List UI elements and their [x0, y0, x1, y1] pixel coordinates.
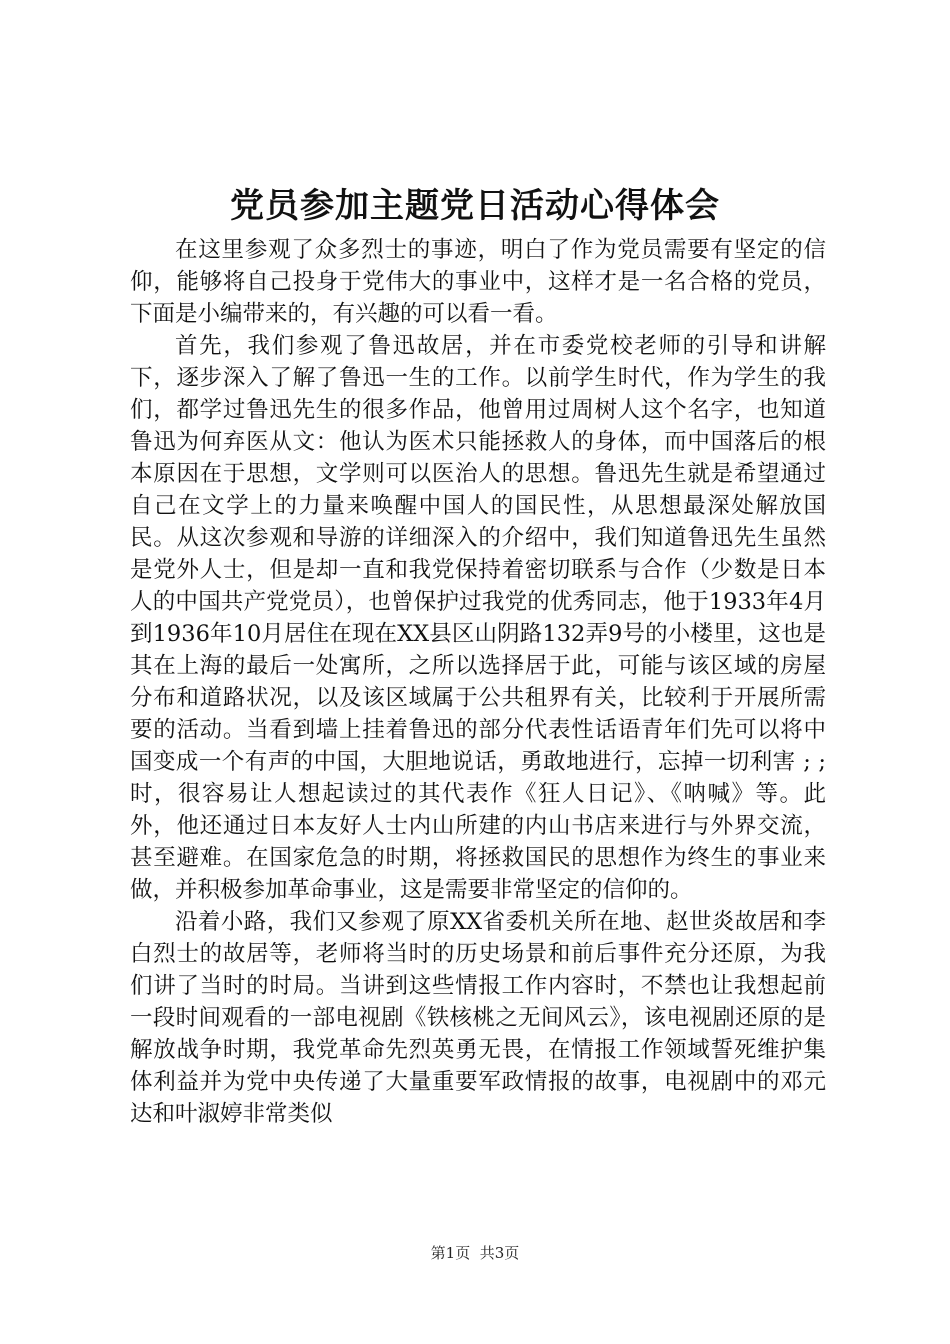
paragraph-luxun-residence: 首先，我们参观了鲁迅故居，并在市委党校老师的引导和讲解下，逐步深入了解了鲁迅一生的工作。以前学生时代，作为学生的我们，都学过鲁迅先生的很多作品，他曾用过周树人这个名字，也知道鲁迅为何弃医从文：他认为医术只能拯救人的身体，而中国落后的根本原因在于思想，文学则可以医治人的思想。鲁迅先生就是希望通过自己在文学上的力量来唤醒中国人的国民性，从思想最深处解放国民。从这次参观和导游的详细深入的介绍中，我们知道鲁迅先生虽然是党外人士，但是却一直和我党保持着密切联系与合作（少数是日本人的中国共产党党员），也曾保护过我党的优秀同志，他于1933年4月到1936年10月居住在现在XX县区山阴路132弄9号的小楼里，这也是其在上海的最后一处寓所，之所以选择居于此，可能与该区域的房屋分布和道路状况，以及该区域属于公共租界有关，比较利于开展所需要的活动。当看到墙上挂着鲁迅的部分代表性话语青年们先可以将中国变成一个有声的中国，大胆地说话，勇敢地进行，忘掉一切利害 ; ;时，很容易让人想起读过的其代表作《狂人日记》、《呐喊》等。此外，他还通过日本友好人士内山所建的内山书店来进行与外界交流，甚至避难。在国家危急的时期，将拯救国民的思想作为终生的事业来做，并积极参加革命事业，这是需要非常坚定的信仰的。 [130, 333, 826, 903]
paragraph-intro: 在这里参观了众多烈士的事迹，明白了作为党员需要有坚定的信仰，能够将自己投身于党伟大的事业中，这样才是一名合格的党员，下面是小编带来的，有兴趣的可以看一看。 [130, 237, 826, 327]
paragraph-provincial-committee: 沿着小路，我们又参观了原XX省委机关所在地、赵世炎故居和李白烈士的故居等，老师将当时的历史场景和前后事件充分还原，为我们讲了当时的时局。当讲到这些情报工作内容时，不禁也让我想起前一段时间观看的一部电视剧《铁核桃之无间风云》，该电视剧还原的是解放战争时期，我党革命先烈英勇无畏，在情报工作领域誓死维护集体利益并为党中央传递了大量重要军政情报的故事，电视剧中的邓元达和叶淑婷非常类似 [130, 909, 826, 1127]
document-title: 党员参加主题党日活动心得体会 [230, 186, 720, 226]
page-total: 共3页 [479, 1244, 520, 1262]
document-body [130, 234, 826, 1130]
page-number: 第1页 [430, 1244, 471, 1262]
page-footer [0, 1243, 950, 1263]
